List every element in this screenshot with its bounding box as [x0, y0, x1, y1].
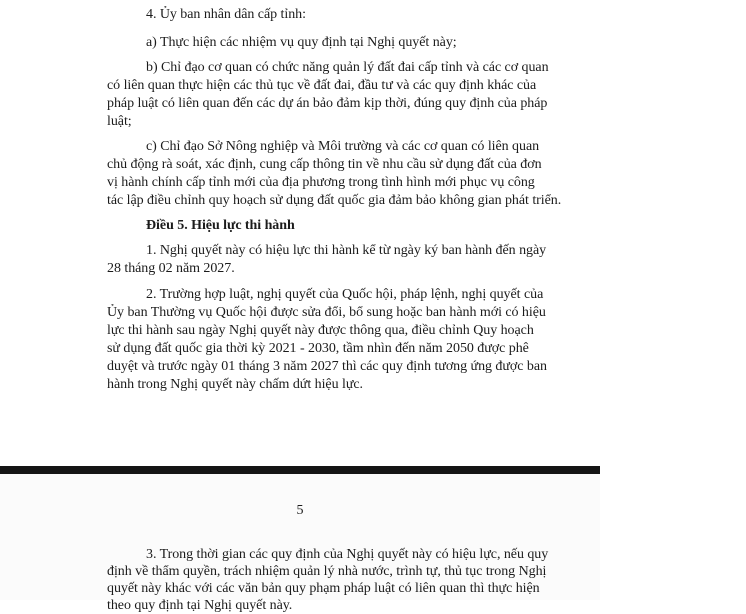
article-5-heading: Điều 5. Hiệu lực thi hành: [146, 218, 295, 233]
clause-4b-line-4: luật;: [107, 114, 132, 129]
article-5-para-3-line-1: 3. Trong thời gian các quy định của Nghị quyết này có hiệu lực, nếu quy: [146, 547, 549, 562]
clause-4a-text: a) Thực hiện các nhiệm vụ quy định tại Nghị quyết này;: [146, 35, 457, 50]
page-break-divider: [0, 466, 600, 474]
article-5-para-3-line-3: quyết này khác với các văn bản quy phạm pháp luật có liên quan thì thực hiện: [107, 581, 540, 596]
article-5-para-2-line-1: 2. Trường hợp luật, nghị quyết của Quốc hội, pháp lệnh, nghị quyết của: [146, 287, 544, 302]
article-5-para-3-line-4: theo quy định tại Nghị quyết này.: [107, 598, 293, 613]
clause-4c-line-4: tác lập điều chỉnh quy hoạch sử dụng đất quốc gia đảm bảo không gian phát triển.: [107, 193, 562, 208]
clause-4b-line-2: có liên quan thực hiện các thủ tục về đất đai, đầu tư và các quy định khác của: [107, 78, 537, 93]
article-5-para-2-line-5: duyệt và trước ngày 01 tháng 3 năm 2027 thì các quy định tương ứng được ban: [107, 359, 547, 374]
article-5-para-2-line-2: Ủy ban Thường vụ Quốc hội được sửa đổi, bổ sung hoặc ban hành mới có hiệu: [107, 305, 546, 320]
article-5-para-3-line-2: định về thẩm quyền, trách nhiệm quản lý nhà nước, trình tự, thủ tục trong Nghị: [107, 564, 547, 579]
clause-4-heading: 4. Ủy ban nhân dân cấp tỉnh:: [146, 7, 306, 22]
document-page-lower: [0, 474, 600, 613]
clause-4c-line-2: chủ động rà soát, xác định, cung cấp thông tin về nhu cầu sử dụng đất của đơn: [107, 157, 542, 172]
article-5-para-1-line-1: 1. Nghị quyết này có hiệu lực thi hành kể từ ngày ký ban hành đến ngày: [146, 243, 547, 258]
clause-4c-line-1: c) Chỉ đạo Sở Nông nghiệp và Môi trường và các cơ quan có liên quan: [146, 139, 540, 154]
article-5-para-2-line-6: hành trong Nghị quyết này chấm dứt hiệu lực.: [107, 377, 363, 392]
article-5-para-1-line-2: 28 tháng 02 năm 2027.: [107, 261, 235, 276]
clause-4c-line-3: vị hành chính cấp tỉnh mới của địa phương trong tình hình mới phục vụ công: [107, 175, 535, 190]
article-5-para-2-line-4: sử dụng đất quốc gia thời kỳ 2021 - 2030, tầm nhìn đến năm 2050 được phê: [107, 341, 529, 356]
article-5-para-2-line-3: lực thi hành sau ngày Nghị quyết này được thông qua, điều chỉnh Quy hoạch: [107, 323, 534, 338]
page-number: 5: [296, 503, 304, 518]
clause-4b-line-3: pháp luật có liên quan đến các dự án bảo đảm kịp thời, đúng quy định của pháp: [107, 96, 548, 111]
clause-4b-line-1: b) Chỉ đạo cơ quan có chức năng quản lý đất đai cấp tỉnh và các cơ quan: [146, 60, 549, 75]
